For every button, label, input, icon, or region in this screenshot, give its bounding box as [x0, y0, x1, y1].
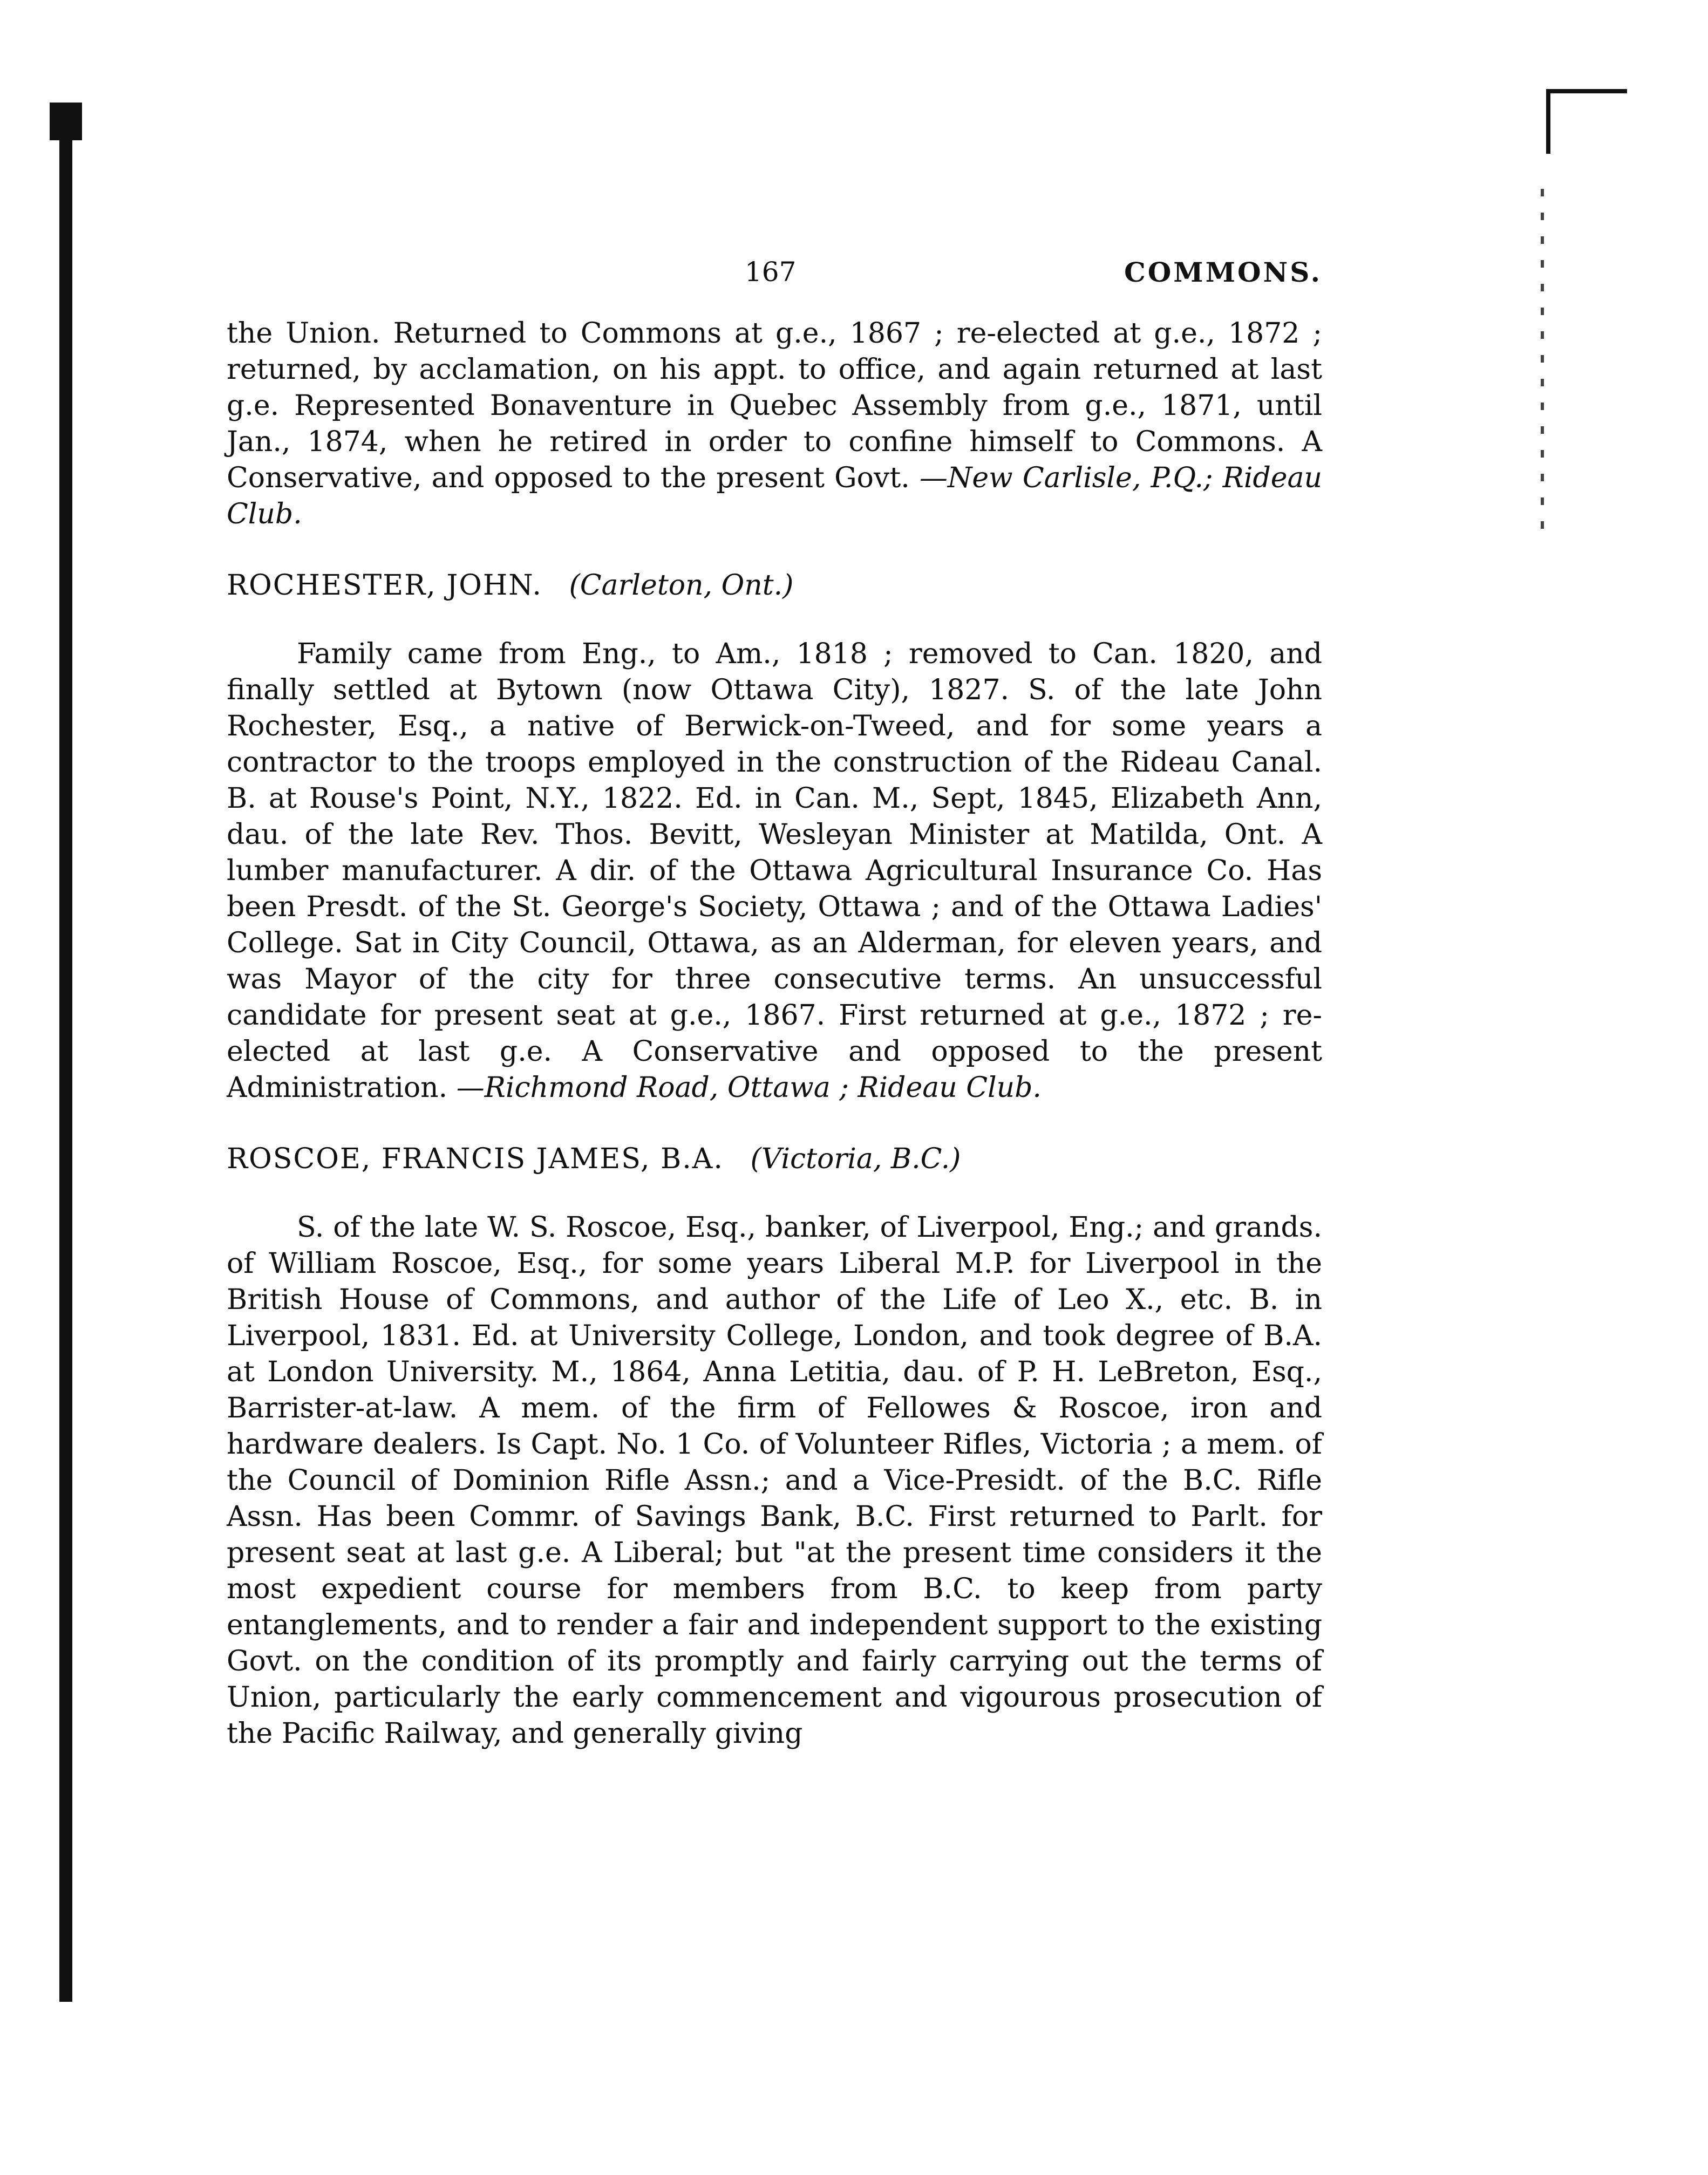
entry-bio-text: Family came from Eng., to Am., 1818 ; removed to Can. 1820, and finally settled at Bytown (now Ottawa City), 1827. S. of the late John Rochester, Esq., a native of Berwick-on-Tweed, and for some years a contractor to the troops employed in the construction of the Rideau Canal. B. at Rouse's Point, N.Y., 1822. Ed. in Can. M., Sept, 1845, Elizabeth Ann, dau. of the late Rev. Thos. Bevitt, Wesleyan Minister at Matilda, Ont. A lumber manufacturer. A dir. of the Ottawa Agricultural Insurance Co. Has been Presdt. of the St. George's Society, Ottawa ; and of the Ottawa Ladies' College. Sat in City Council, Ottawa, as an Alderman, for eleven years, and was Mayor of the city for three consecutive terms. An unsuccessful candidate for present seat at g.e., 1867. First returned at g.e., 1872 ; re-elected at last g.e. A Conservative and opposed to the present Administration.	[227, 638, 1322, 1104]
continuation-paragraph	[227, 316, 1322, 533]
entry-biography-roscoe	[227, 1210, 1322, 1752]
continuation-address: —New Carlisle, P.Q.; Rideau Club.	[227, 462, 1323, 530]
entry-address: —Richmond Road, Ottawa ; Rideau Club.	[456, 1072, 1042, 1104]
entry-constituency: (Victoria, B.C.)	[750, 1143, 961, 1175]
entry-bio-text: S. of the late W. S. Roscoe, Esq., banker, of Liverpool, Eng.; and grands. of William Roscoe, Esq., for some years Liberal M.P. for Liverpool in the British House of Commons, and author of the Life of Leo X., etc. B. in Liverpool, 1831. Ed. at University College, London, and took degree of B.A. at London University. M., 1864, Anna Letitia, dau. of P. H. LeBreton, Esq., Barrister-at-law. A mem. of the firm of Fellowes & Roscoe, iron and hardware dealers. Is Capt. No. 1 Co. of Volunteer Rifles, Victoria ; a mem. of the Council of Dominion Rifle Assn.; and a Vice-Presidt. of the B.C. Rifle Assn. Has been Commr. of Savings Bank, B.C. First returned to Parlt. for present seat at last g.e. A Liberal; but "at the present time considers it the most expedient course for members from B.C. to keep from party entanglements, and to render a fair and independent support to the existing Govt. on the condition of its promptly and fairly carrying out the terms of Union, particularly the early commencement and vigourous prosecution of the Pacific Railway, and generally giving	[227, 1211, 1322, 1750]
entry-biography-rochester	[227, 636, 1322, 1106]
entry-constituency: (Carleton, Ont.)	[569, 569, 794, 602]
entry-name: ROCHESTER, JOHN.	[227, 569, 542, 602]
section-title: COMMONS.	[1124, 256, 1322, 288]
corner-mark-vertical	[1546, 89, 1550, 154]
entry-heading-rochester	[227, 568, 1322, 604]
running-head	[227, 256, 1322, 299]
entry-heading-roscoe	[227, 1141, 1322, 1177]
entry-name: ROSCOE, FRANCIS JAMES, B.A.	[227, 1143, 724, 1175]
edge-speckles	[1541, 189, 1544, 529]
page-number: 167	[745, 256, 797, 288]
binding-shadow	[59, 113, 72, 2002]
binding-notch	[50, 103, 82, 140]
continuation-text: the Union. Returned to Commons at g.e., 1867 ; re-elected at g.e., 1872 ; returned, by acclamation, on his appt. to office, and again returned at last g.e. Represented Bonaventure in Quebec Assembly from g.e., 1871, until Jan., 1874, when he retired in order to confine himself to Commons. A Conservative, and opposed to the present Govt.	[227, 317, 1322, 494]
corner-mark	[1546, 89, 1627, 93]
page-content	[227, 256, 1322, 1752]
